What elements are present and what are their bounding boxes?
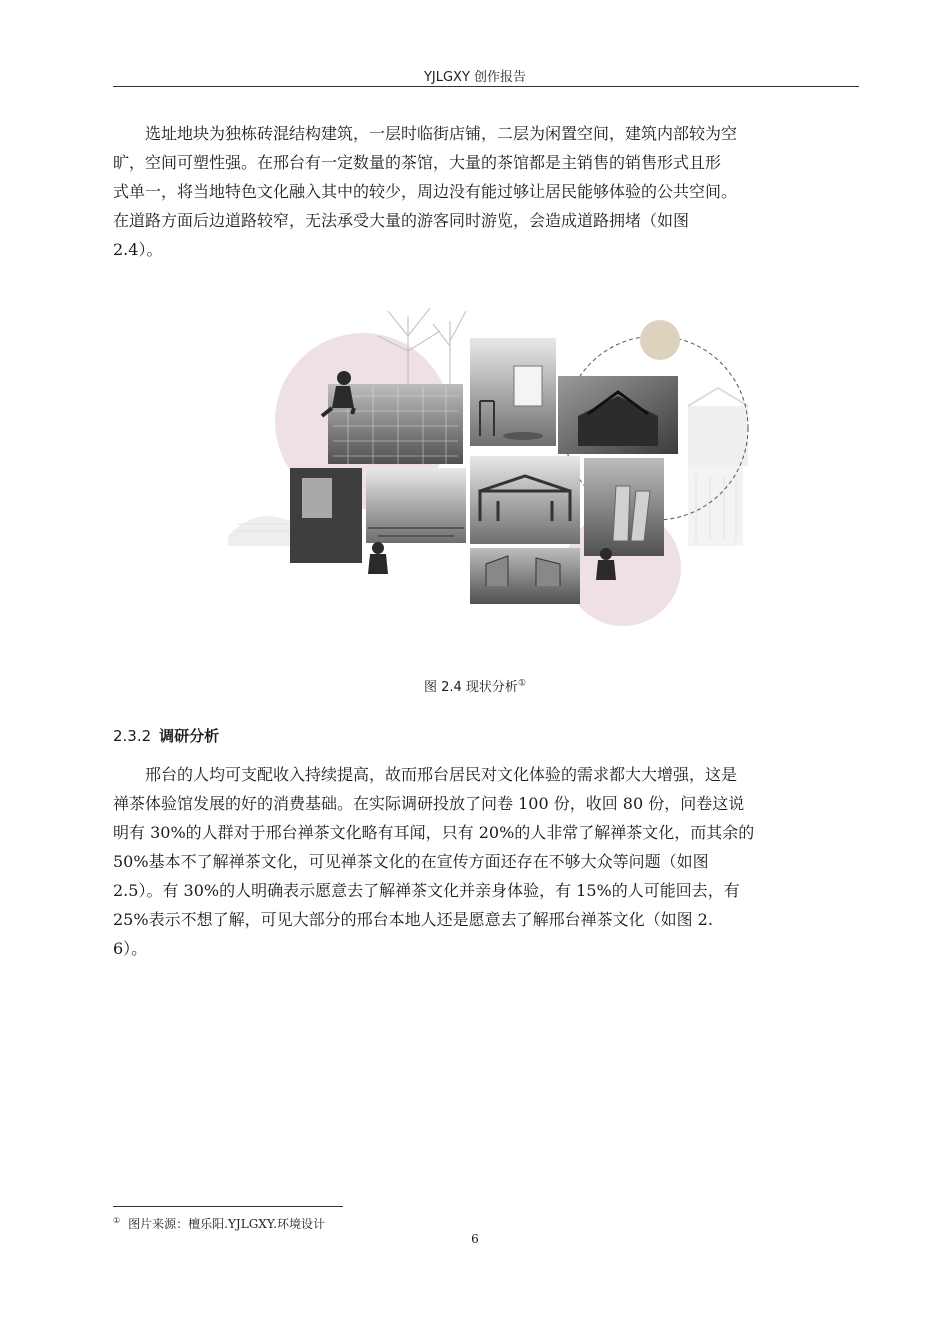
text-line: 在道路方面后边道路较窄，无法承受大量的游客同时游览，会造成道路拥堵（如图 — [113, 211, 690, 230]
faded-sketch-right — [688, 388, 748, 546]
text-line: 明有 30%的人群对于邢台禅茶文化略有耳闻，只有 20%的人非常了解禅茶文化，而其余的 — [113, 823, 755, 842]
section-heading — [113, 725, 219, 746]
text-line: 2.4）。 — [113, 240, 163, 259]
text-line: 25%表示不想了解，可见大部分的邢台本地人还是愿意去了解邢台禅茶文化（如图 2. — [113, 910, 713, 929]
section-number: 2.3.2 — [113, 727, 152, 745]
text-line: 邢台的人均可支配收入持续提高，故而邢台居民对文化体验的需求都大大增强，这是 — [145, 765, 738, 784]
status-analysis-collage — [218, 296, 758, 636]
header-title: YJLGXY 创作报告 — [423, 70, 527, 85]
text-line: 6）。 — [113, 939, 148, 958]
text-line: 50%基本不了解禅茶文化，可见禅茶文化的在宣传方面还存在不够大众等问题（如图 — [113, 852, 709, 871]
text-line: 禅茶体验馆发展的好的消费基础。在实际调研投放了问卷 100 份，收回 80 份，问卷这说 — [113, 794, 745, 813]
text-line: 选址地块为独栋砖混结构建筑，一层时临街店铺，二层为闲置空间，建筑内部较为空 — [145, 124, 738, 143]
figure-caption-text: 图 2.4 现状分析 — [423, 680, 518, 695]
footnote-rule — [113, 1206, 343, 1207]
paragraph-site-description — [113, 119, 859, 264]
text-line: 旷，空间可塑性强。在邢台有一定数量的茶馆，大量的茶馆都是主销售的销售形式且形 — [113, 153, 722, 172]
page-number: 6 — [471, 1232, 479, 1246]
header-rule — [113, 86, 859, 87]
figure-person-sitting-left — [368, 542, 388, 574]
text-line: 式单一，将当地特色文化融入其中的较少，周边没有能过够让居民能够体验的公共空间。 — [113, 182, 738, 201]
sun-circle — [640, 320, 680, 360]
photo-memorial-arch — [470, 456, 580, 544]
text-line: 2.5）。有 30%的人明确表示愿意去了解禅茶文化并亲身体验，有 15%的人可能回去，有 — [113, 881, 740, 900]
footnote-text: 图片来源：檀乐阳.YJLGXY.环境设计 — [128, 1217, 326, 1231]
figure-caption — [0, 676, 950, 695]
footnote-mark: ① — [113, 1216, 121, 1225]
photo-tea-room — [470, 338, 556, 446]
figure-caption-ref: ① — [517, 678, 527, 689]
paragraph-survey-analysis — [113, 760, 859, 963]
section-title: 调研分析 — [159, 727, 220, 745]
photo-square — [366, 468, 466, 543]
footnote — [113, 1215, 325, 1232]
